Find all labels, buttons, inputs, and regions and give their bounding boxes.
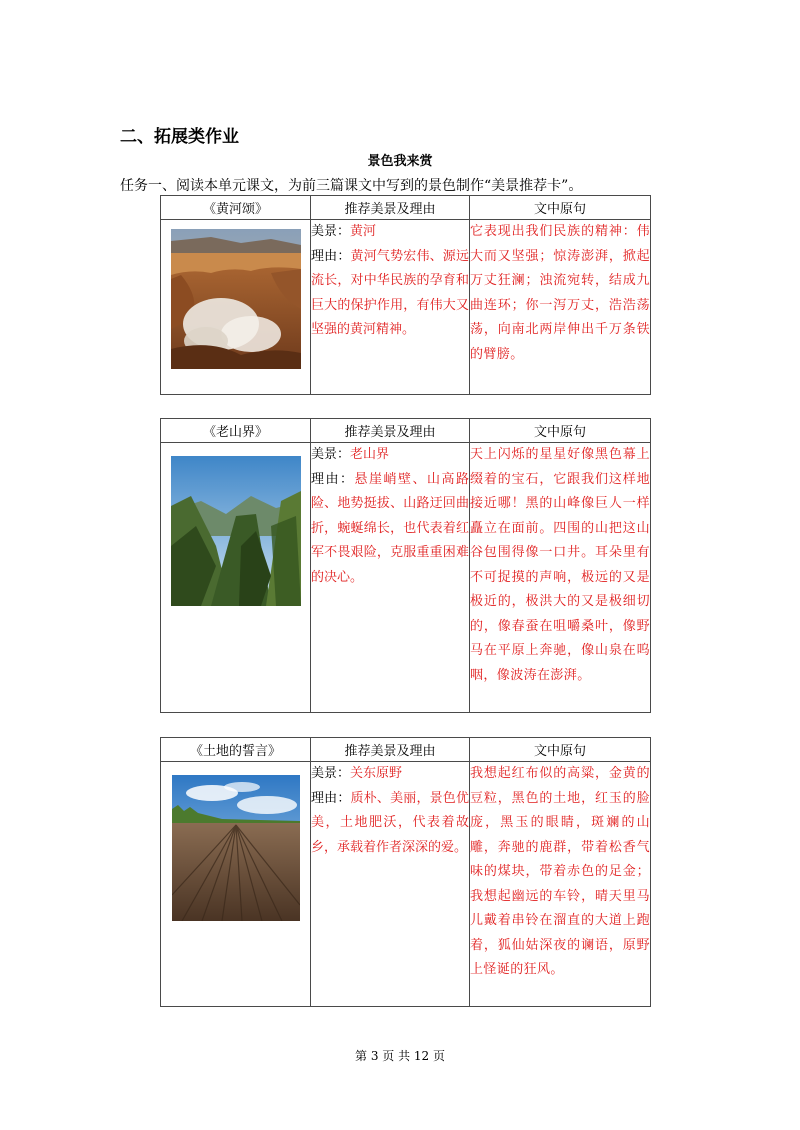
reason-value: 质朴、美丽，景色优美，土地肥沃，代表着故乡，承载着作者深深的爱。 xyxy=(311,790,469,855)
reason-label: 理由： xyxy=(311,471,355,487)
quote-text: 天上闪烁的星星好像黑色幕上缀着的宝石，它跟我们这样地接近哪！黑的山峰像巨人一样矗立在面前。四围的山把这山谷包围得像一口井。耳朵里有不可捉摸的声响，极远的又是极近的，极洪大的又是极细切的，像春蚕在咀嚼桑叶，像野马在平原上奔驰，像山泉在呜咽，像波涛在澎湃。 xyxy=(470,443,651,713)
header-quote: 文中原句 xyxy=(470,419,651,443)
card-table-tudi xyxy=(160,737,651,1007)
scene-value: 关东原野 xyxy=(350,766,403,781)
card-table-laoshanjie xyxy=(160,418,651,713)
field-image xyxy=(172,775,300,921)
scene-label: 美景： xyxy=(311,766,351,781)
section-heading: 二、拓展类作业 xyxy=(120,127,239,147)
header-recommend: 推荐美景及理由 xyxy=(311,738,470,762)
mountain-image xyxy=(171,456,301,606)
scene-label: 美景： xyxy=(311,224,351,239)
header-recommend: 推荐美景及理由 xyxy=(311,419,470,443)
card-title: 《土地的誓言》 xyxy=(161,738,311,762)
scene-value: 黄河 xyxy=(350,224,377,239)
reason-label: 理由： xyxy=(311,790,351,806)
card-title: 《黄河颂》 xyxy=(161,196,311,220)
waterfall-image xyxy=(171,229,301,369)
quote-text: 我想起红布似的高粱，金黄的豆粒，黑色的土地，红玉的脸庞，黑玉的眼睛，斑斓的山雕，奔驰的鹿群，带着松香气味的煤块，带着赤色的足金；我想起幽远的车铃，晴天里马儿戴着串铃在溜直的大道上跑着，狐仙姑深夜的谰语，原野上怪诞的狂风。 xyxy=(470,762,651,1007)
quote-text: 它表现出我们民族的精神：伟大而又坚强；惊涛澎湃，掀起万丈狂澜；浊流宛转，结成九曲连环；你一泻万丈，浩浩荡荡，向南北两岸伸出千万条铁的臂膀。 xyxy=(470,220,651,395)
header-quote: 文中原句 xyxy=(470,738,651,762)
page-footer: 第 3 页 共 12 页 xyxy=(355,1049,445,1063)
scene-value: 老山界 xyxy=(350,447,390,462)
reason-value: 悬崖峭壁、山高路险、地势挺拔、山路迂回曲折，蜿蜒绵长，也代表着红军不畏艰险，克服重重困难的决心。 xyxy=(311,471,469,585)
scene-label: 美景： xyxy=(311,447,351,462)
reason-label: 理由： xyxy=(311,248,351,264)
card-title: 《老山界》 xyxy=(161,419,311,443)
header-quote: 文中原句 xyxy=(470,196,651,220)
page-subtitle: 景色我来赏 xyxy=(367,154,433,169)
task-description: 任务一、阅读本单元课文，为前三篇课文中写到的景色制作“美景推荐卡”。 xyxy=(120,178,583,194)
header-recommend: 推荐美景及理由 xyxy=(311,196,470,220)
card-table-huanghe xyxy=(160,195,651,395)
reason-value: 黄河气势宏伟、源远流长，对中华民族的孕育和巨大的保护作用，有伟大又坚强的黄河精神。 xyxy=(311,248,469,337)
